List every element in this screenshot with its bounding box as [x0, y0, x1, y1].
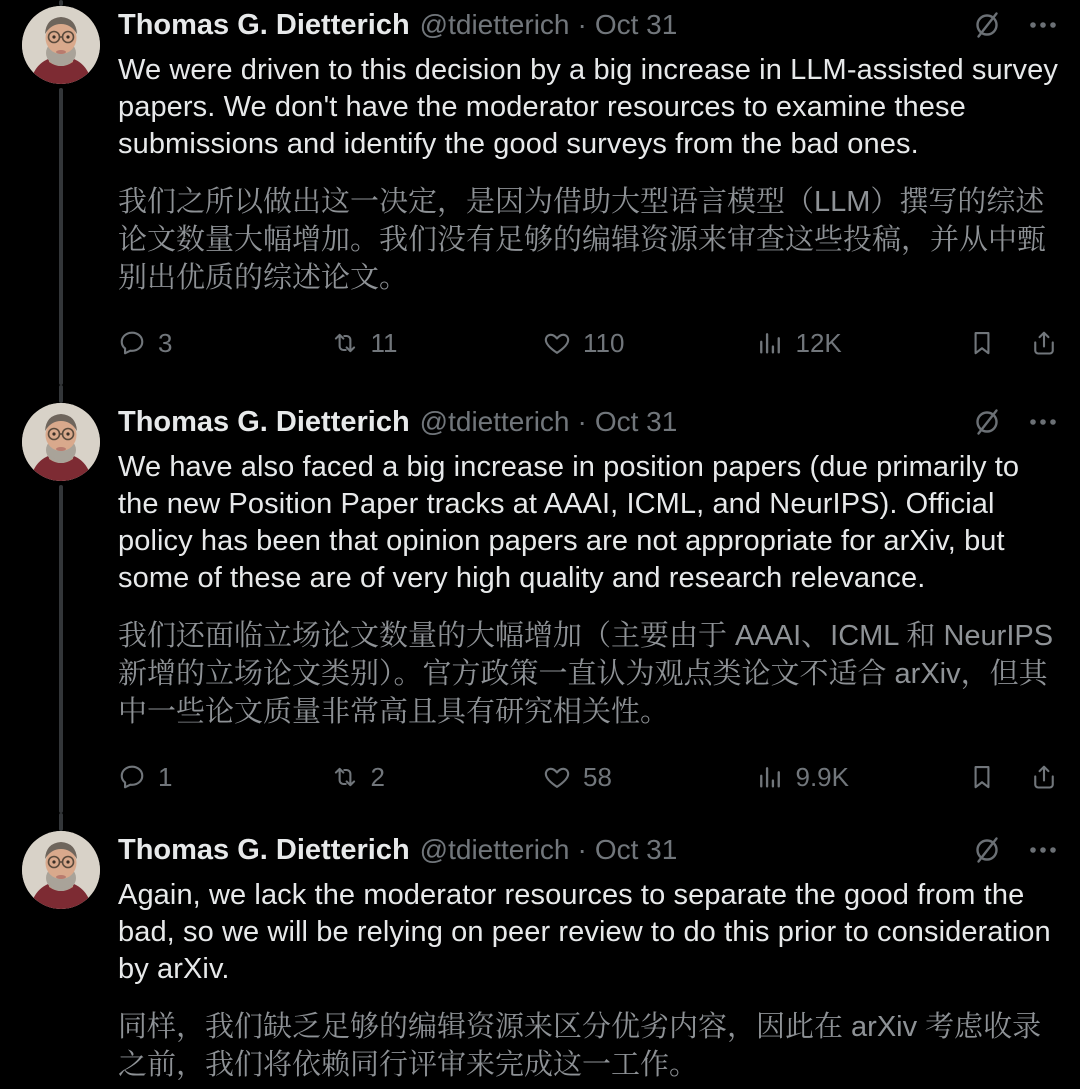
meta-separator: ·	[577, 406, 587, 437]
tweet-3[interactable]	[0, 813, 1080, 1089]
tweet-text-english: We have also faced a big increase in position papers (due primarily to the new Position Paper tracks at AAAI, ICML, and NeurIPS). Official policy has been that opinion papers are not appropriate for arXiv, but some of these are of very high quality and research relevance.	[118, 451, 1020, 594]
tweet-text-english: Again, we lack the moderator resources to separate the good from the bad, so we will be relying on peer review to do this prior to consideration by arXiv.	[118, 879, 1051, 985]
share-icon[interactable]	[1030, 763, 1058, 791]
repost-count: 2	[370, 761, 385, 792]
author-name[interactable]: Thomas G. Dietterich	[118, 406, 410, 438]
reply-count: 1	[158, 761, 173, 792]
repost-button[interactable]	[331, 328, 544, 359]
action-bar	[118, 321, 1058, 365]
share-icon[interactable]	[1030, 329, 1058, 357]
like-button[interactable]	[543, 328, 756, 359]
like-count: 58	[583, 761, 612, 792]
tweet-text-chinese-translation: 同样，我们缺乏足够的编辑资源来区分优劣内容，因此在 arXiv 考虑收录之前，我们将依赖同行评审来完成这一工作。	[118, 1011, 1042, 1081]
views-count: 12K	[795, 327, 842, 358]
views-button[interactable]	[756, 328, 969, 359]
reply-icon	[118, 763, 146, 791]
avatar[interactable]	[22, 6, 100, 84]
tweet-header	[118, 6, 1058, 44]
tweet-text-english: We were driven to this decision by a big increase in LLM-assisted survey papers. We don't have the moderator resources to examine these submissions and identify the good surveys from the bad ones.	[118, 54, 1058, 160]
author-name[interactable]: Thomas G. Dietterich	[118, 834, 410, 866]
tweet-header	[118, 831, 1058, 869]
author-handle[interactable]: @tdietterich	[419, 834, 570, 865]
repost-count: 11	[370, 327, 398, 358]
analytics-icon	[756, 763, 784, 791]
views-button[interactable]	[756, 762, 969, 793]
action-bar	[118, 755, 1058, 799]
bookmark-icon[interactable]	[968, 763, 996, 791]
tweet-2[interactable]	[0, 385, 1080, 813]
reply-icon	[118, 329, 146, 357]
grok-icon[interactable]	[972, 407, 1002, 437]
like-count: 110	[583, 327, 625, 358]
author-handle[interactable]: @tdietterich	[419, 9, 570, 40]
repost-icon	[331, 329, 359, 357]
tweet-text-chinese-translation: 我们还面临立场论文数量的大幅增加（主要由于 AAAI、ICML 和 NeurIPS 新增的立场论文类别）。官方政策一直认为观点类论文不适合 arXiv，但其中一些论文质量非常高且具有研究相关性。	[118, 620, 1054, 728]
more-icon[interactable]	[1028, 835, 1058, 865]
tweet-1[interactable]	[0, 0, 1080, 385]
tweet-date[interactable]: Oct 31	[594, 834, 678, 865]
thread-line	[59, 813, 63, 831]
repost-icon	[331, 763, 359, 791]
views-count: 9.9K	[795, 761, 849, 792]
heart-icon	[543, 763, 571, 791]
heart-icon	[543, 329, 571, 357]
reply-count: 3	[158, 327, 173, 358]
meta-separator: ·	[577, 9, 587, 40]
tweet-date[interactable]: Oct 31	[594, 9, 678, 40]
author-name[interactable]: Thomas G. Dietterich	[118, 9, 410, 41]
avatar[interactable]	[22, 831, 100, 909]
grok-icon[interactable]	[972, 10, 1002, 40]
thread-line	[59, 385, 63, 403]
more-icon[interactable]	[1028, 10, 1058, 40]
grok-icon[interactable]	[972, 835, 1002, 865]
bookmark-icon[interactable]	[968, 329, 996, 357]
meta-separator: ·	[577, 834, 587, 865]
more-icon[interactable]	[1028, 407, 1058, 437]
tweet-date[interactable]: Oct 31	[594, 406, 678, 437]
reply-button[interactable]	[118, 762, 331, 793]
author-handle[interactable]: @tdietterich	[419, 406, 570, 437]
tweet-header	[118, 403, 1058, 441]
like-button[interactable]	[543, 762, 756, 793]
tweet-text-chinese-translation: 我们之所以做出这一决定，是因为借助大型语言模型（LLM）撰写的综述论文数量大幅增加。我们没有足够的编辑资源来审查这些投稿，并从中甄别出优质的综述论文。	[118, 186, 1047, 294]
repost-button[interactable]	[331, 762, 544, 793]
analytics-icon	[756, 329, 784, 357]
reply-button[interactable]	[118, 328, 331, 359]
avatar[interactable]	[22, 403, 100, 481]
